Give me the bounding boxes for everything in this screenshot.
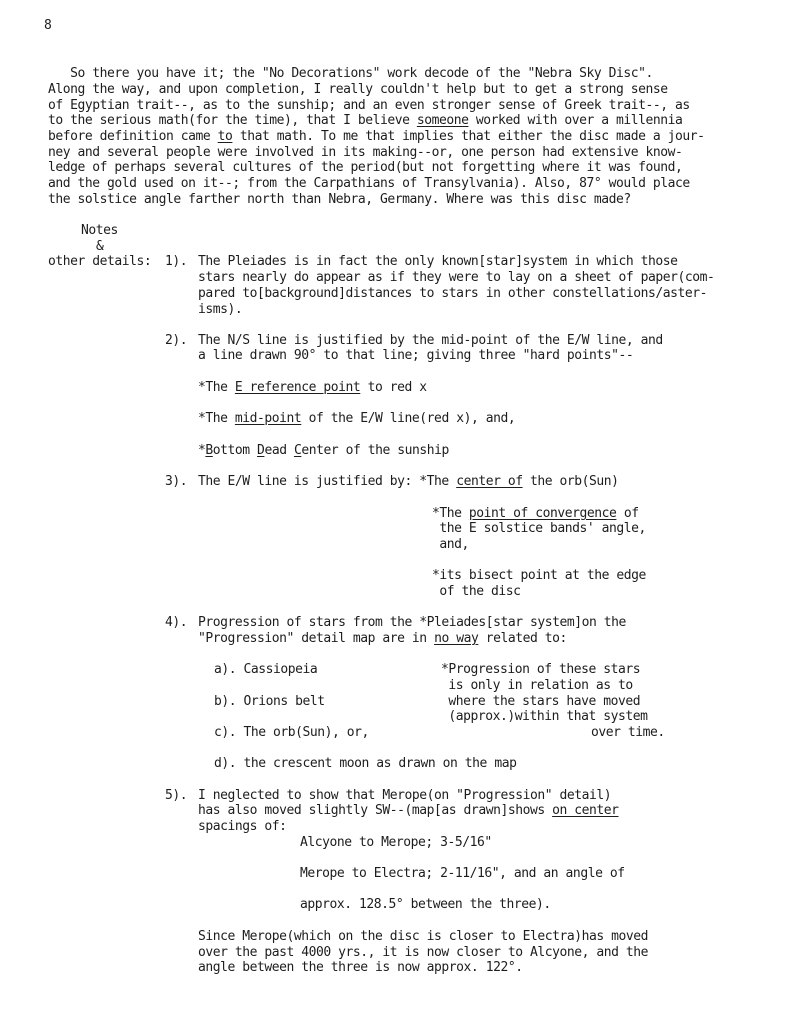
note4-line-2 (198, 631, 567, 647)
intro-line-5-end: that math. To me that implies that either the disc made a jour- (232, 129, 705, 144)
note2-point-2 (198, 411, 515, 427)
note3-line-1-end: the orb(Sun) (522, 474, 619, 489)
note3-point-1-prefix: *The (432, 506, 469, 521)
intro-line-5-start: before definition came (48, 129, 218, 144)
intro-line-6: ney and several people were involved in its making--or, one person had extensive know- (48, 145, 683, 160)
note3-point-1-of: of (616, 506, 639, 521)
note2-point-1-prefix: *The (198, 380, 235, 395)
note4-underline-no-way: no way (434, 631, 479, 646)
note5-line-2 (198, 803, 618, 819)
note2-line-2: a line drawn 90° to that line; giving three "hard points"-- (198, 348, 634, 363)
note2-point-1-underline: E reference point (234, 380, 361, 395)
note2-point-1-suffix: to red x (360, 380, 427, 395)
page-number: 8 (44, 18, 52, 33)
note3-point-2-line-1: *its bisect point at the edge (432, 568, 646, 583)
note4-side-line-3: where the stars have moved (441, 694, 641, 709)
note1-number: 1). (165, 254, 188, 269)
note5-spacing-1: Alcyone to Merope; 3-5/16" (300, 835, 492, 850)
note4-item-b: b). Orions belt (214, 694, 325, 709)
note5-line-2-start: has also moved slightly SW--(map[as drawn]shows (198, 803, 553, 818)
note2-point-2-suffix: of the E/W line(red x), and, (301, 411, 516, 426)
note3-underline-center-of: center of (456, 474, 523, 489)
intro-line-5 (48, 129, 705, 145)
note2-point-3-d: D (257, 443, 265, 458)
notes-other-details: other details: (48, 254, 152, 269)
note3-point-1-line-2: the E solstice bands' angle, (432, 521, 646, 536)
note2-point-3-c: C (293, 443, 302, 458)
note2-point-3-star: * (198, 443, 206, 458)
notes-ampersand: & (96, 239, 104, 254)
note4-item-c: c). The orb(Sun), or, (214, 725, 369, 740)
note2-point-3-b: B (205, 443, 213, 458)
note2-point-3-ead: ead (264, 443, 294, 458)
note3-point-1-line-3: and, (432, 537, 469, 552)
note2-point-2-prefix: *The (198, 411, 235, 426)
note2-point-3-enter: enter of the sunship (301, 443, 449, 458)
intro-line-2: Along the way, and upon completion, I really couldn't help but to get a strong sense (48, 82, 668, 97)
note3-point-1-line-1 (432, 506, 639, 522)
note2-point-1 (198, 380, 427, 396)
note5-closing-line-1: Since Merope(which on the disc is closer to Electra)has moved (198, 929, 648, 944)
note3-underline-convergence: point of convergence (468, 506, 617, 521)
note2-point-3 (198, 443, 449, 459)
note4-item-a: a). Cassiopeia (214, 662, 318, 677)
note5-line-3: spacings of: (198, 819, 287, 834)
intro-underline-to: to (217, 129, 233, 144)
intro-line-9: the solstice angle farther north than Nebra, Germany. Where was this disc made? (48, 192, 631, 207)
intro-line-8: and the gold used on it--; from the Carpathians of Transylvania). Also, 87° would place (48, 176, 690, 191)
intro-line-4-start: to the serious math(for the time), that I believe (48, 113, 417, 128)
intro-line-7: ledge of perhaps several cultures of the period(but not forgetting where it was found, (48, 160, 683, 175)
note3-line-1-start: The E/W line is justified by: *The (198, 474, 457, 489)
note1-line-1: The Pleiades is in fact the only known[star]system in which those (198, 254, 678, 269)
note2-number: 2). (165, 333, 188, 348)
note3-point-2-line-2: of the disc (432, 584, 521, 599)
note4-number: 4). (165, 615, 188, 630)
note2-point-3-ottom: ottom (212, 443, 258, 458)
note5-closing-line-2: over the past 4000 yrs., it is now closer to Alcyone, and the (198, 945, 648, 960)
note5-line-1: I neglected to show that Merope(on "Progression" detail) (198, 788, 612, 803)
note4-line-1: Progression of stars from the *Pleiades[star system]on the (198, 615, 626, 630)
note4-item-d: d). the crescent moon as drawn on the map (214, 756, 517, 771)
intro-line-1: So there you have it; the "No Decorations" work decode of the "Nebra Sky Disc". (48, 66, 653, 81)
intro-line-4 (48, 113, 682, 129)
note2-line-1: The N/S line is justified by the mid-point of the E/W line, and (198, 333, 663, 348)
note4-side-line-1: *Progression of these stars (441, 662, 641, 677)
note5-number: 5). (165, 788, 188, 803)
intro-line-3: of Egyptian trait--, as to the sunship; and an even stronger sense of Greek trait--, as (48, 98, 690, 113)
note3-number: 3). (165, 474, 188, 489)
note3-line-1 (198, 474, 618, 490)
intro-underline-someone: someone (416, 113, 469, 128)
note4-line-2-end: related to: (478, 631, 567, 646)
note1-line-2: stars nearly do appear as if they were to lay on a sheet of paper(com- (198, 270, 715, 285)
note5-underline-on-center: on center (552, 803, 619, 818)
note5-spacing-3: approx. 128.5° between the three). (300, 897, 551, 912)
note5-spacing-2: Merope to Electra; 2-11/16", and an angle of (300, 866, 625, 881)
note4-line-2-start: "Progression" detail map are in (198, 631, 435, 646)
note4-side-line-5: over time. (591, 725, 665, 740)
note4-side-line-4: (approx.)within that system (441, 709, 648, 724)
notes-heading: Notes (81, 223, 118, 238)
note5-closing-line-3: angle between the three is now approx. 122°. (198, 960, 523, 975)
note2-point-2-underline: mid-point (234, 411, 302, 426)
note1-line-4: isms). (198, 302, 243, 317)
note1-line-3: pared to[background]distances to stars in other constellations/aster- (198, 286, 707, 301)
intro-line-4-end: worked with over a millennia (468, 113, 683, 128)
note4-side-line-2: is only in relation as to (441, 678, 633, 693)
